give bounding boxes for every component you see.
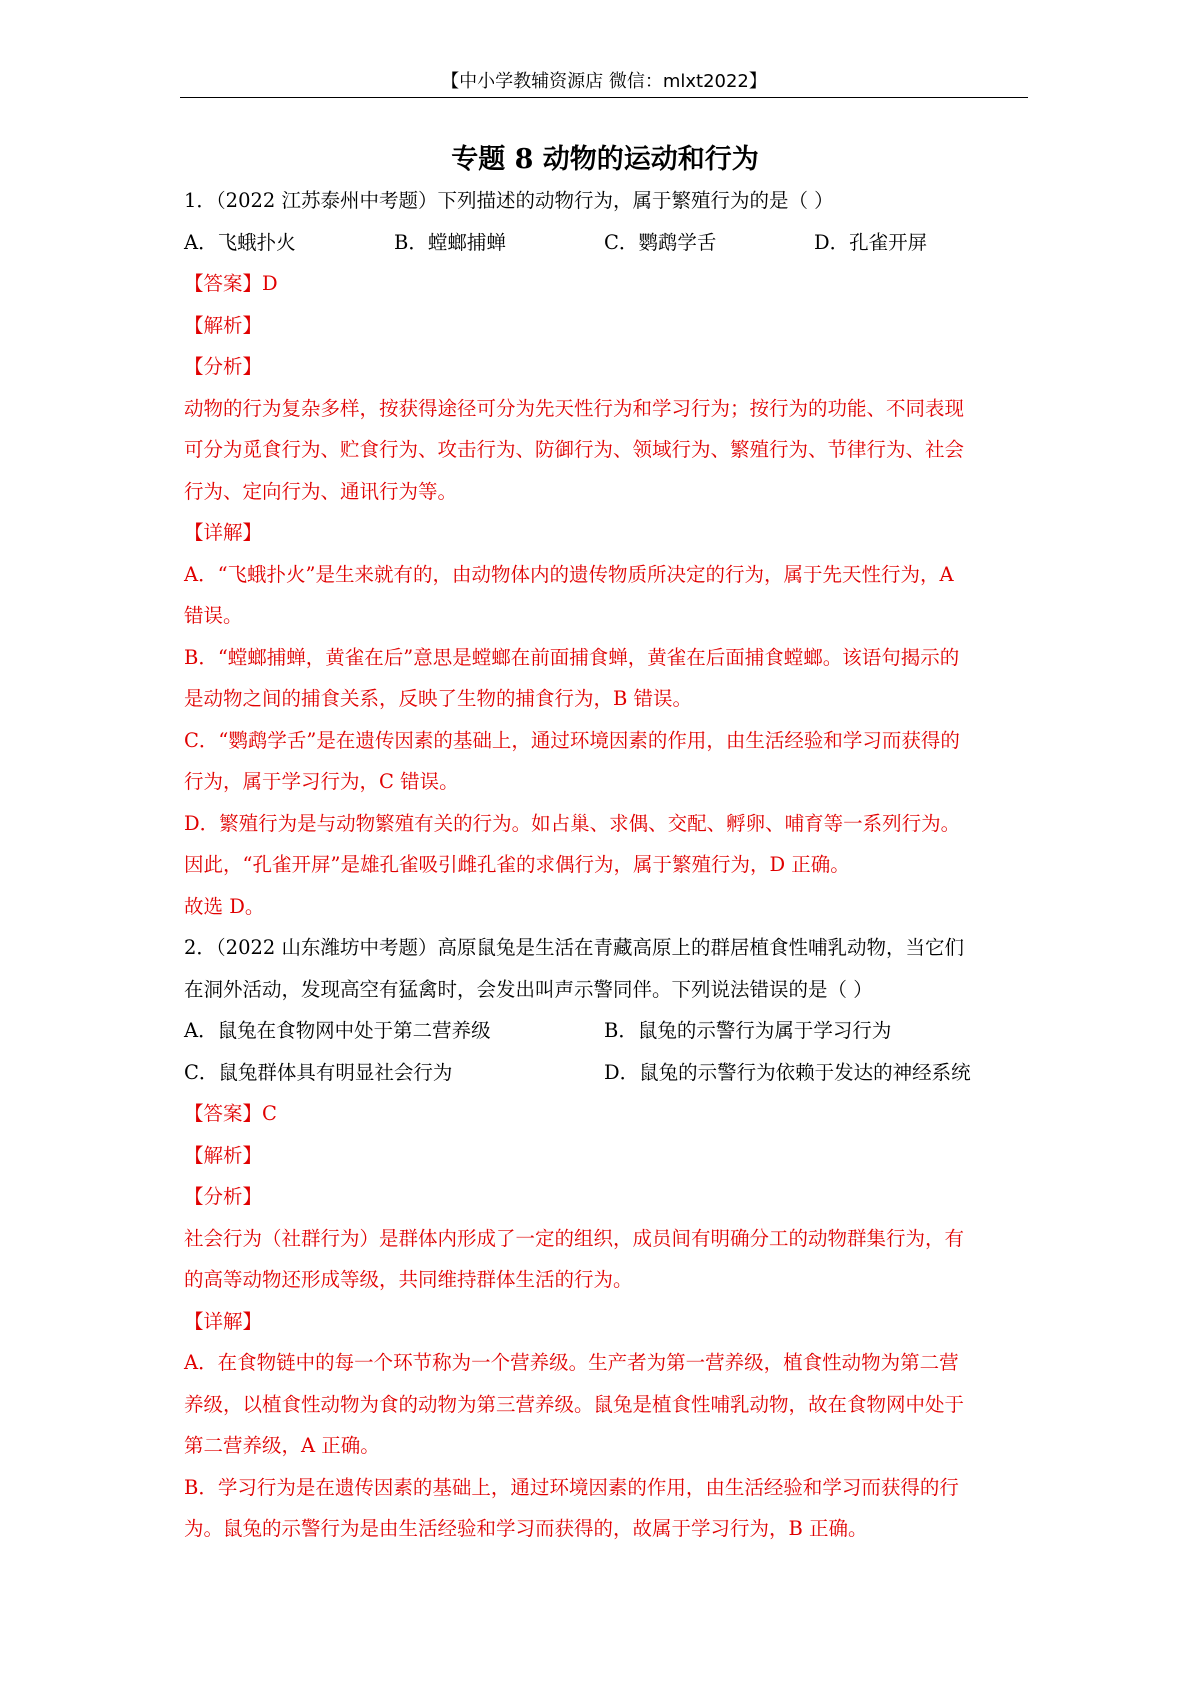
answer-label: 【答案】C: [184, 1102, 277, 1125]
option-a: A．飞蛾扑火: [184, 230, 296, 254]
question-stem: 1．（2022 江苏泰州中考题）下列描述的动物行为，属于繁殖行为的是（ ）: [184, 189, 834, 212]
detail-line: 第二营养级，A 正确。: [184, 1434, 380, 1457]
question-stem: 在洞外活动，发现高空有猛禽时，会发出叫声示警同伴。下列说法错误的是（ ）: [184, 977, 873, 1001]
document-body: [184, 140, 1026, 1550]
analysis-line: 动物的行为复杂多样，按获得途径可分为先天性行为和学习行为；按行为的功能、不同表现: [184, 396, 965, 420]
detail-line: C．“鹦鹉学舌”是在遗传因素的基础上，通过环境因素的作用，由生活经验和学习而获得的: [184, 728, 960, 752]
detail-line: 错误。: [184, 604, 243, 627]
detail-line: A．“飞蛾扑火”是生来就有的，由动物体内的遗传物质所决定的行为，属于先天性行为，A: [184, 562, 954, 586]
analysis-line: 可分为觅食行为、贮食行为、攻击行为、防御行为、领域行为、繁殖行为、节律行为、社会: [184, 438, 965, 461]
question-options: [184, 1052, 1026, 1094]
question-1: [184, 180, 1026, 927]
option-c: C．鼠兔群体具有明显社会行为: [184, 1060, 453, 1084]
page-header: 【中小学教辅资源店 微信：mlxt2022】: [441, 71, 767, 92]
option-b: B．螳螂捕蝉: [394, 230, 506, 254]
analysis-line: 社会行为（社群行为）是群体内形成了一定的组织，成员间有明确分工的动物群集行为，有: [184, 1226, 965, 1250]
question-stem: 2．（2022 山东潍坊中考题）高原鼠兔是生活在青藏高原上的群居植食性哺乳动物，当它们: [184, 936, 964, 959]
header-rule: [180, 97, 1028, 98]
option-b: B．鼠兔的示警行为属于学习行为: [604, 1019, 892, 1042]
question-options: [184, 222, 1026, 264]
option-c: C．鹦鹉学舌: [604, 230, 717, 254]
detail-line: 为。鼠兔的示警行为是由生活经验和学习而获得的，故属于学习行为，B 正确。: [184, 1517, 868, 1540]
fenxi-label: 【分析】: [184, 355, 263, 378]
question-2: [184, 927, 1026, 1550]
page-title: 专题 8 动物的运动和行为: [451, 144, 759, 175]
jiexi-label: 【解析】: [184, 1143, 263, 1167]
fenxi-label: 【分析】: [184, 1185, 263, 1208]
detail-line: B．学习行为是在遗传因素的基础上，通过环境因素的作用，由生活经验和学习而获得的行: [184, 1475, 959, 1499]
detail-line: A．在食物链中的每一个环节称为一个营养级。生产者为第一营养级，植食性动物为第二营: [184, 1351, 959, 1374]
jiexi-label: 【解析】: [184, 313, 263, 337]
detail-line: 是动物之间的捕食关系，反映了生物的捕食行为，B 错误。: [184, 687, 693, 710]
xiangjie-label: 【详解】: [184, 1309, 263, 1333]
detail-line: D．繁殖行为是与动物繁殖有关的行为。如占巢、求偶、交配、孵卵、哺育等一系列行为。: [184, 811, 961, 835]
detail-line: 故选 D。: [184, 894, 265, 918]
analysis-line: 的高等动物还形成等级，共同维持群体生活的行为。: [184, 1268, 633, 1291]
answer-label: 【答案】D: [184, 272, 278, 295]
detail-line: B．“螳螂捕蝉，黄雀在后”意思是螳螂在前面捕食蝉，黄雀在后面捕食螳螂。该语句揭示的: [184, 645, 960, 669]
xiangjie-label: 【详解】: [184, 521, 263, 544]
analysis-line: 行为、定向行为、通讯行为等。: [184, 479, 458, 503]
option-d: D．孔雀开屏: [814, 230, 928, 254]
question-options: [184, 1010, 1026, 1052]
option-a: A．鼠兔在食物网中处于第二营养级: [184, 1019, 491, 1042]
detail-line: 行为，属于学习行为，C 错误。: [184, 770, 459, 793]
option-d: D．鼠兔的示警行为依赖于发达的神经系统: [604, 1060, 971, 1084]
detail-line: 养级，以植食性动物为食的动物为第三营养级。鼠兔是植食性哺乳动物，故在食物网中处于: [184, 1392, 965, 1416]
detail-line: 因此，“孔雀开屏”是雄孔雀吸引雌孔雀的求偶行为，属于繁殖行为，D 正确。: [184, 853, 850, 876]
